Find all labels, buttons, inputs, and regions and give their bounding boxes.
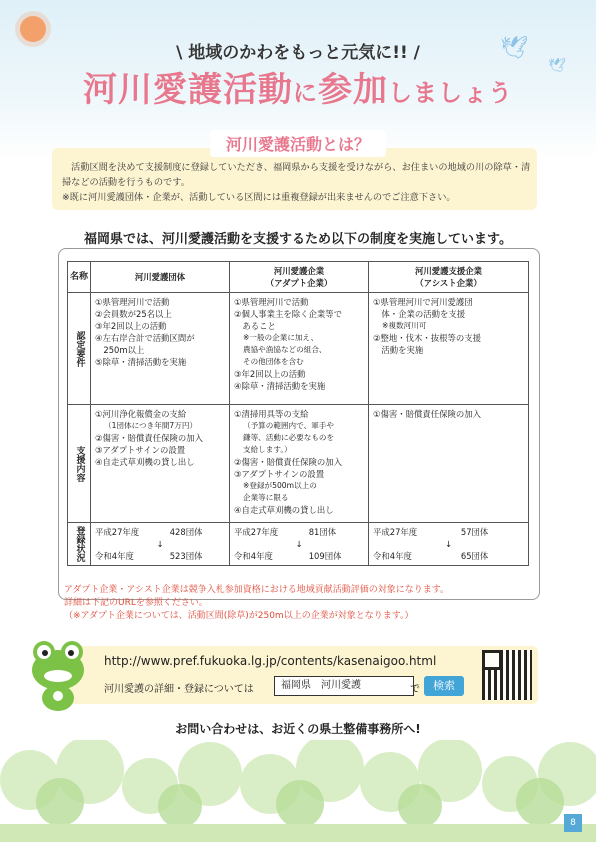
sup-group	[91, 405, 230, 523]
contact-line: お問い合わせは、お近くの県土整備事務所へ!	[175, 722, 421, 736]
intro-heading: 福岡県では、河川愛護活動を支援するため以下の制度を実施しています。	[84, 232, 512, 247]
sup-group-sub	[95, 420, 225, 432]
qr-code-icon	[482, 650, 532, 700]
table-item-line: ③アダプトサインの設置	[234, 469, 325, 479]
sup-group-rest	[95, 432, 225, 468]
req-adopt-rest	[234, 368, 364, 392]
table-note-line: ※一般の企業に加え、	[243, 333, 319, 342]
col-header-assist	[369, 262, 529, 293]
reg-year1: 平成27年度	[234, 527, 279, 537]
reg-arrow: ↓	[156, 539, 164, 549]
col-header-group: 河川愛護団体	[91, 262, 230, 293]
table-item-line: ①県管理河川で活動	[234, 297, 309, 307]
search-button[interactable]: 検索	[424, 676, 464, 696]
table-note-line: ※複数河川可	[382, 321, 427, 330]
sup-adopt	[230, 405, 369, 523]
sup-adopt-list	[234, 408, 364, 420]
table-item-line: あること	[234, 321, 276, 331]
table-item-line: ④除草・清掃活動を実施	[234, 381, 326, 391]
table-item-line: ①清掃用具等の支給	[234, 409, 309, 419]
table-item-line: ②整地・伐木・抜根等の支援	[373, 333, 482, 343]
reg-group	[91, 523, 230, 566]
table-note-line: （予算の範囲内で、軍手や	[243, 421, 334, 430]
frog-mascot-icon	[26, 636, 90, 712]
title-main: 河川愛護活動	[83, 70, 293, 110]
col-header-adopt	[230, 262, 369, 293]
req-group-list	[95, 296, 225, 368]
table-item-line: ②傷害・賠償責任保険の加入	[234, 457, 343, 467]
bird-icon: 🕊	[500, 36, 528, 61]
reg-year2: 令和4年度	[373, 551, 412, 561]
table-note-line: 企業等に限る	[243, 493, 289, 502]
sup-group-list	[95, 408, 225, 420]
note-line: （※アダプト企業については、活動区間(除草)が250m以上の企業が対象となります。）	[64, 611, 414, 621]
req-group	[91, 293, 230, 405]
req-assist	[369, 293, 529, 405]
reg-year2: 令和4年度	[95, 551, 134, 561]
reg-year1: 平成27年度	[95, 527, 140, 537]
what-heading-text: 河川愛護活動とは？	[210, 130, 386, 157]
req-adopt	[230, 293, 369, 405]
reg-year1: 平成27年度	[373, 527, 418, 537]
table-note-line: その他団体を含む	[243, 357, 304, 366]
table-item-line: ④左右岸合計で活動区間が	[95, 333, 195, 343]
reg-assist	[369, 523, 529, 566]
sup-adopt-mid	[234, 456, 364, 480]
support-table-panel	[58, 248, 540, 600]
table-item-line: ①県管理河川で河川愛護団	[373, 297, 473, 307]
page-title	[0, 62, 596, 111]
reg-arrow: ↓	[295, 539, 303, 549]
url-link[interactable]: http://www.pref.fukuoka.lg.jp/contents/kasenaigoo.html	[104, 654, 437, 668]
what-heading	[0, 130, 596, 157]
slogan: \ 地域のかわをもっと元気に!! /	[176, 43, 420, 63]
row-head-registration: 登録状況	[68, 523, 91, 566]
row-head-requirements: 認定要件	[68, 293, 91, 405]
note-line: 詳細は下記のURLを参照ください。	[64, 598, 208, 608]
row-head-support: 支援内容	[68, 405, 91, 523]
sup-adopt-rest	[234, 504, 364, 516]
what-text	[62, 160, 532, 205]
reg-value2: 109団体	[308, 551, 342, 561]
table-item-line: ③アダプトサインの設置	[95, 445, 186, 455]
table-note-line: 鎌等、活動に必要なものを	[243, 433, 335, 442]
reg-value2: 65団体	[460, 551, 489, 561]
table-note-line: ※登録が500m以上の	[243, 481, 317, 490]
title-end: しましょう	[388, 79, 513, 107]
table-item-line: ③年2回以上の活動	[95, 321, 167, 331]
sup-adopt-sub2	[234, 480, 364, 504]
name-header: 名称	[68, 262, 91, 293]
col-header-adopt-line2: （アダプト企業）	[265, 278, 333, 288]
sup-assist	[369, 405, 529, 523]
table-item-line: ③年2回以上の活動	[234, 369, 306, 379]
what-note: ※既に河川愛護団体・企業が、活動している区間には重複登録が出来ませんのでご注意下さい。	[62, 192, 456, 203]
table-item-line: 体・企業の活動を支援	[373, 309, 466, 319]
search-keyword-field: 福岡県 河川愛護	[274, 676, 414, 696]
req-assist-list	[373, 296, 524, 320]
col-header-adopt-line1: 河川愛護企業	[273, 266, 325, 276]
req-assist-sub	[373, 320, 524, 332]
bird-icon: 🕊	[548, 58, 566, 74]
table-item-line: ⑤除草・清掃活動を実施	[95, 357, 187, 367]
sup-adopt-sub	[234, 420, 364, 456]
table-item-line: 250m以上	[95, 345, 145, 355]
table-note-line: 支給します。）	[243, 445, 292, 454]
reg-adopt	[230, 523, 369, 566]
table-item-line: ④自走式草刈機の貸し出し	[95, 457, 195, 467]
title-join: 参加	[318, 70, 388, 110]
col-header-assist-line1: 河川愛護支援企業	[415, 266, 482, 276]
table-item-line: ①傷害・賠償責任保険の加入	[373, 409, 482, 419]
table-item-line: ②個人事業主を除く企業等で	[234, 309, 343, 319]
notes	[64, 584, 534, 623]
table-item-line: ④自走式草刈機の貸し出し	[234, 505, 334, 515]
reg-value1: 428団体	[169, 527, 203, 537]
support-table	[67, 261, 529, 566]
note-line: アダプト企業・アシスト企業は競争入札参加資格における地域貢献活動評価の対象になります。	[64, 585, 450, 595]
reg-year2: 令和4年度	[234, 551, 273, 561]
table-item-line: ②傷害・賠償責任保険の加入	[95, 433, 204, 443]
table-item-line: ②会員数が25名以上	[95, 309, 172, 319]
table-item-line: ①県管理河川で活動	[95, 297, 170, 307]
table-item-line: 活動を実施	[373, 345, 424, 355]
req-assist-rest	[373, 332, 524, 356]
reg-arrow: ↓	[444, 539, 453, 549]
req-adopt-list	[234, 296, 364, 332]
req-adopt-sub	[234, 332, 364, 368]
table-note-line: 農協や漁協などの組合、	[243, 345, 327, 354]
table-note-line: （1団体につき年間7万円）	[104, 421, 198, 430]
col-header-assist-line2: （アシスト企業）	[415, 278, 482, 288]
what-paragraph: 活動区間を決めて支援制度に登録していただき、福岡県から支援を受けながら、お住まいの地域の川の除草・清掃などの活動を行うものです。	[62, 162, 531, 188]
table-item-line: ①河川浄化報償金の支給	[95, 409, 187, 419]
particle-de: で	[410, 684, 420, 695]
title-particle: に	[293, 79, 318, 107]
trees-illustration	[0, 740, 596, 842]
reg-value1: 81団体	[308, 527, 337, 537]
page-number: 8	[564, 814, 582, 832]
reg-value2: 523団体	[169, 551, 203, 561]
detail-label: 河川愛護の詳細・登録については	[104, 684, 254, 695]
sup-assist-list	[373, 408, 524, 420]
reg-value1: 57団体	[460, 527, 489, 537]
